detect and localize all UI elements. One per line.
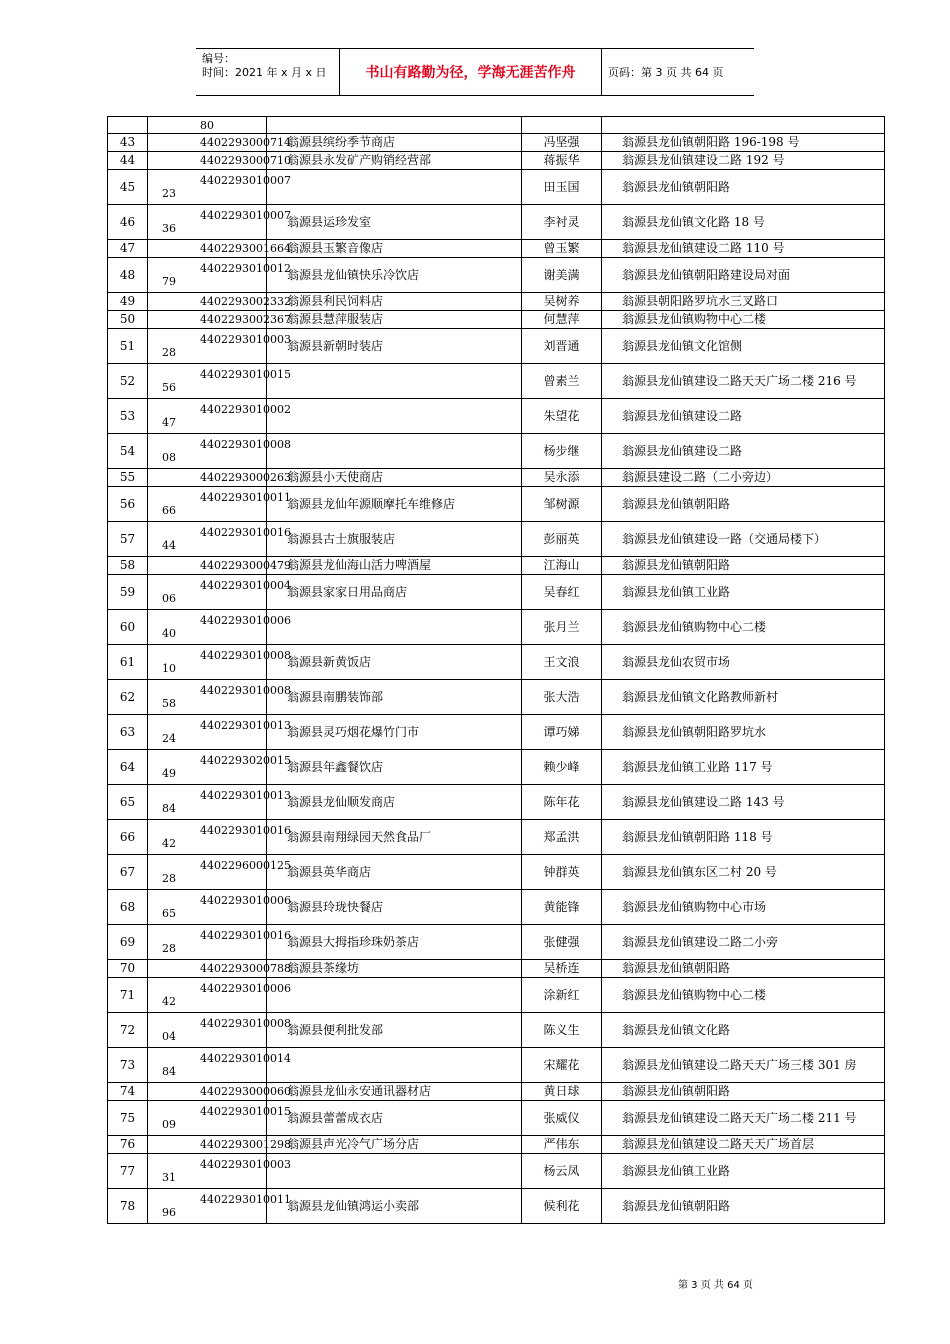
table-row bbox=[108, 1083, 885, 1101]
business-address: 翁源县龙仙镇工业路 bbox=[602, 1154, 885, 1189]
code-line-2: 28 bbox=[162, 942, 176, 955]
business-address: 翁源县龙仙镇工业路 117 号 bbox=[602, 750, 885, 785]
table-row bbox=[108, 1136, 885, 1154]
registration-code bbox=[148, 785, 291, 820]
code-line-2: 58 bbox=[162, 697, 176, 710]
code-line-1: 4402293000714 bbox=[200, 136, 291, 149]
row-number: 66 bbox=[108, 820, 148, 855]
business-address: 翁源县龙仙农贸市场 bbox=[602, 645, 885, 680]
code-line-2: 79 bbox=[162, 275, 176, 288]
business-name: 翁源县龙仙镇鸿运小卖部 bbox=[267, 1189, 522, 1224]
code-line-1: 4402293000263 bbox=[200, 471, 291, 484]
code-line-1: 4402293010006 bbox=[200, 614, 291, 627]
owner-name: 张月兰 bbox=[522, 610, 602, 645]
business-name bbox=[267, 610, 522, 645]
business-name: 翁源县龙仙镇快乐冷饮店 bbox=[267, 258, 522, 293]
code-line-1: 4402293000710 bbox=[200, 154, 291, 167]
table-row bbox=[108, 311, 885, 329]
owner-name: 冯坚强 bbox=[522, 134, 602, 152]
business-name: 翁源县蕾蕾成衣店 bbox=[267, 1101, 522, 1136]
code-line-2: 47 bbox=[162, 416, 176, 429]
header-meta bbox=[196, 49, 340, 95]
business-address: 翁源县龙仙镇购物中心二楼 bbox=[602, 311, 885, 329]
row-number: 70 bbox=[108, 960, 148, 978]
code-line-2: 44 bbox=[162, 539, 176, 552]
table-row bbox=[108, 329, 885, 364]
code-line-1: 4402293010013 bbox=[200, 719, 291, 732]
table-row bbox=[108, 645, 885, 680]
page-footer: 第 3 页 共 64 页 bbox=[678, 1280, 753, 1291]
table-row bbox=[108, 434, 885, 469]
row-number: 62 bbox=[108, 680, 148, 715]
code-line-1: 4402293010016 bbox=[200, 526, 291, 539]
table-row bbox=[108, 487, 885, 522]
owner-name: 刘晋通 bbox=[522, 329, 602, 364]
row-number: 73 bbox=[108, 1048, 148, 1083]
owner-name: 曾素兰 bbox=[522, 364, 602, 399]
business-name bbox=[267, 170, 522, 205]
owner-name: 吴树养 bbox=[522, 293, 602, 311]
code-line-2: 66 bbox=[162, 504, 176, 517]
business-name: 翁源县年鑫餐饮店 bbox=[267, 750, 522, 785]
business-address: 翁源县龙仙镇文化路 bbox=[602, 1013, 885, 1048]
owner-name: 宋耀花 bbox=[522, 1048, 602, 1083]
business-name: 翁源县便利批发部 bbox=[267, 1013, 522, 1048]
table-row bbox=[108, 960, 885, 978]
code-line-1: 4402296000125 bbox=[200, 859, 291, 872]
table-row bbox=[108, 925, 885, 960]
row-number: 47 bbox=[108, 240, 148, 258]
row-number: 50 bbox=[108, 311, 148, 329]
business-address: 翁源县龙仙镇东区二村 20 号 bbox=[602, 855, 885, 890]
code-line-1: 4402293010014 bbox=[200, 1052, 291, 1065]
registration-code bbox=[148, 205, 291, 240]
business-address: 翁源县龙仙镇朝阳路 bbox=[602, 557, 885, 575]
header-page-code: 页码：第 3 页 共 64 页 bbox=[608, 66, 724, 79]
row-number: 49 bbox=[108, 293, 148, 311]
code-line-2: 84 bbox=[162, 802, 176, 815]
row-number: 67 bbox=[108, 855, 148, 890]
registration-code bbox=[148, 855, 291, 890]
row-number: 68 bbox=[108, 890, 148, 925]
registration-code bbox=[148, 170, 291, 205]
table-row bbox=[108, 258, 885, 293]
registration-code bbox=[148, 311, 291, 329]
business-name: 翁源县古士旗服装店 bbox=[267, 522, 522, 557]
business-name: 翁源县茶缘坊 bbox=[267, 960, 522, 978]
code-line-2: 04 bbox=[162, 1030, 176, 1043]
registration-code bbox=[148, 364, 291, 399]
header-slogan: 书山有路勤为径，学海无涯苦作舟 bbox=[340, 49, 602, 95]
code-line-2: 65 bbox=[162, 907, 176, 920]
row-number: 71 bbox=[108, 978, 148, 1013]
row-number: 58 bbox=[108, 557, 148, 575]
owner-name: 彭丽英 bbox=[522, 522, 602, 557]
registration-code bbox=[148, 399, 291, 434]
row-number: 74 bbox=[108, 1083, 148, 1101]
registration-code bbox=[148, 978, 291, 1013]
table-row bbox=[108, 750, 885, 785]
owner-name: 吴桥连 bbox=[522, 960, 602, 978]
business-address: 翁源县龙仙镇朝阳路 bbox=[602, 1189, 885, 1224]
registration-code bbox=[148, 469, 291, 487]
owner-name: 王文浪 bbox=[522, 645, 602, 680]
owner-name: 陈义生 bbox=[522, 1013, 602, 1048]
registration-code bbox=[148, 434, 291, 469]
owner-name: 郑孟洪 bbox=[522, 820, 602, 855]
row-number: 61 bbox=[108, 645, 148, 680]
business-name bbox=[267, 1154, 522, 1189]
business-address: 翁源县龙仙镇建设二路 110 号 bbox=[602, 240, 885, 258]
registration-code bbox=[148, 152, 291, 170]
code-line-2: 56 bbox=[162, 381, 176, 394]
business-name: 翁源县运珍发室 bbox=[267, 205, 522, 240]
code-line-1: 4402293010004 bbox=[200, 579, 291, 592]
code-line-1: 4402293020015 bbox=[200, 754, 291, 767]
table-row bbox=[108, 134, 885, 152]
registration-code bbox=[148, 1083, 291, 1101]
code-line-1: 4402293001664 bbox=[200, 242, 291, 255]
business-address: 翁源县龙仙镇建设二路 bbox=[602, 434, 885, 469]
time-label: 时间：2021 年 x 月 x 日 bbox=[202, 66, 327, 79]
table-row bbox=[108, 610, 885, 645]
business-name: 翁源县南翔绿园天然食品厂 bbox=[267, 820, 522, 855]
owner-name: 何慧萍 bbox=[522, 311, 602, 329]
row-number: 64 bbox=[108, 750, 148, 785]
table-row bbox=[108, 1048, 885, 1083]
business-address: 翁源县龙仙镇文化馆侧 bbox=[602, 329, 885, 364]
registration-code bbox=[148, 645, 291, 680]
code-line-2: 49 bbox=[162, 767, 176, 780]
business-name: 翁源县英华商店 bbox=[267, 855, 522, 890]
row-number: 60 bbox=[108, 610, 148, 645]
owner-name: 杨步继 bbox=[522, 434, 602, 469]
row-number: 69 bbox=[108, 925, 148, 960]
business-address: 翁源县龙仙镇朝阳路 196-198 号 bbox=[602, 134, 885, 152]
owner-name: 吴春红 bbox=[522, 575, 602, 610]
owner-name: 涂新红 bbox=[522, 978, 602, 1013]
business-name: 翁源县玉繁音像店 bbox=[267, 240, 522, 258]
registration-code bbox=[148, 134, 291, 152]
continuation-row bbox=[108, 117, 885, 134]
business-name: 翁源县声光冷气广场分店 bbox=[267, 1136, 522, 1154]
owner-name: 杨云凤 bbox=[522, 1154, 602, 1189]
code-line-1: 4402293000788 bbox=[200, 962, 291, 975]
owner-name: 蒋振华 bbox=[522, 152, 602, 170]
row-number: 52 bbox=[108, 364, 148, 399]
owner-name: 黄日球 bbox=[522, 1083, 602, 1101]
business-address: 翁源县龙仙镇朝阳路 118 号 bbox=[602, 820, 885, 855]
business-address: 翁源县龙仙镇建设二路 bbox=[602, 399, 885, 434]
code-line-1: 4402293010015 bbox=[200, 1105, 291, 1118]
business-name: 翁源县新黄饭店 bbox=[267, 645, 522, 680]
row-number: 57 bbox=[108, 522, 148, 557]
owner-name: 赖少峰 bbox=[522, 750, 602, 785]
code-line-1: 4402293010016 bbox=[200, 929, 291, 942]
row-number: 77 bbox=[108, 1154, 148, 1189]
code-line-1: 4402293010016 bbox=[200, 824, 291, 837]
owner-name: 张威仪 bbox=[522, 1101, 602, 1136]
code-line-1: 4402293010007 bbox=[200, 174, 291, 187]
business-name bbox=[267, 978, 522, 1013]
owner-name: 曾玉繁 bbox=[522, 240, 602, 258]
business-address: 翁源县龙仙镇文化路 18 号 bbox=[602, 205, 885, 240]
table-row bbox=[108, 890, 885, 925]
business-address: 翁源县龙仙镇建设二路天天广场首层 bbox=[602, 1136, 885, 1154]
business-name: 翁源县龙仙年源顺摩托车维修店 bbox=[267, 487, 522, 522]
owner-name: 陈年花 bbox=[522, 785, 602, 820]
row-number: 56 bbox=[108, 487, 148, 522]
code-line-1: 4402293010006 bbox=[200, 894, 291, 907]
business-name bbox=[267, 364, 522, 399]
table-row bbox=[108, 715, 885, 750]
business-name: 翁源县灵巧烟花爆竹门市 bbox=[267, 715, 522, 750]
owner-name: 黄能锋 bbox=[522, 890, 602, 925]
row-number: 48 bbox=[108, 258, 148, 293]
business-address: 翁源县龙仙镇建设二路 192 号 bbox=[602, 152, 885, 170]
owner-name: 吴永添 bbox=[522, 469, 602, 487]
business-name: 翁源县龙仙顺发商店 bbox=[267, 785, 522, 820]
code-line-1: 4402293010008 bbox=[200, 1017, 291, 1030]
registration-code bbox=[148, 293, 291, 311]
registration-code bbox=[148, 1154, 291, 1189]
row-number: 72 bbox=[108, 1013, 148, 1048]
table-row bbox=[108, 522, 885, 557]
owner-name: 李衬灵 bbox=[522, 205, 602, 240]
registration-code bbox=[148, 557, 291, 575]
code-line-1: 4402293010006 bbox=[200, 982, 291, 995]
row-number: 75 bbox=[108, 1101, 148, 1136]
business-name: 翁源县缤纷季节商店 bbox=[267, 134, 522, 152]
code-line-2: 06 bbox=[162, 592, 176, 605]
code-line-1: 4402293010008 bbox=[200, 684, 291, 697]
business-address: 翁源县龙仙镇文化路教师新村 bbox=[602, 680, 885, 715]
business-name: 翁源县玲珑快餐店 bbox=[267, 890, 522, 925]
code-line-1: 4402293010007 bbox=[200, 209, 291, 222]
registration-code bbox=[148, 258, 291, 293]
table-row bbox=[108, 1013, 885, 1048]
table-row bbox=[108, 170, 885, 205]
row-number: 45 bbox=[108, 170, 148, 205]
code-line-1: 4402293010011 bbox=[200, 1193, 291, 1206]
code-line-1: 4402293000479 bbox=[200, 559, 291, 572]
row-number: 54 bbox=[108, 434, 148, 469]
business-name: 翁源县永发矿产购销经营部 bbox=[267, 152, 522, 170]
registration-code bbox=[148, 487, 291, 522]
business-address: 翁源县龙仙镇购物中心市场 bbox=[602, 890, 885, 925]
registration-code bbox=[148, 1013, 291, 1048]
row-number: 55 bbox=[108, 469, 148, 487]
registration-code bbox=[148, 240, 291, 258]
code-line-2: 10 bbox=[162, 662, 176, 675]
owner-name: 候利花 bbox=[522, 1189, 602, 1224]
code-line-1: 4402293010013 bbox=[200, 789, 291, 802]
code-line-2: 09 bbox=[162, 1118, 176, 1131]
business-address: 翁源县龙仙镇朝阳路 bbox=[602, 1083, 885, 1101]
table-row bbox=[108, 575, 885, 610]
registration-code bbox=[148, 890, 291, 925]
table-row bbox=[108, 785, 885, 820]
code-line-2: 42 bbox=[162, 995, 176, 1008]
registration-code bbox=[148, 960, 291, 978]
table-row bbox=[108, 152, 885, 170]
business-address: 翁源县朝阳路罗坑水三叉路口 bbox=[602, 293, 885, 311]
code-line-2: 96 bbox=[162, 1206, 176, 1219]
owner-name: 江海山 bbox=[522, 557, 602, 575]
table-row bbox=[108, 240, 885, 258]
code-line-2: 24 bbox=[162, 732, 176, 745]
business-name: 翁源县大拇指珍珠奶茶店 bbox=[267, 925, 522, 960]
business-address: 翁源县龙仙镇建设二路 143 号 bbox=[602, 785, 885, 820]
registration-code bbox=[148, 925, 291, 960]
code-line-1: 4402293002367 bbox=[200, 313, 291, 326]
row-number: 78 bbox=[108, 1189, 148, 1224]
code-line-2: 42 bbox=[162, 837, 176, 850]
business-name: 翁源县家家日用品商店 bbox=[267, 575, 522, 610]
business-name: 翁源县龙仙海山活力啤酒屋 bbox=[267, 557, 522, 575]
code-line-1: 4402293010002 bbox=[200, 403, 291, 416]
business-name: 翁源县利民饲料店 bbox=[267, 293, 522, 311]
row-number: 44 bbox=[108, 152, 148, 170]
table-row bbox=[108, 293, 885, 311]
row-number: 59 bbox=[108, 575, 148, 610]
business-name: 翁源县慧萍服装店 bbox=[267, 311, 522, 329]
business-table-body bbox=[108, 117, 885, 1224]
table-row bbox=[108, 978, 885, 1013]
table-row bbox=[108, 469, 885, 487]
business-name bbox=[267, 434, 522, 469]
business-address: 翁源县龙仙镇朝阳路 bbox=[602, 960, 885, 978]
code-line-2: 40 bbox=[162, 627, 176, 640]
code-line-1: 4402293001298 bbox=[200, 1138, 291, 1151]
business-address: 翁源县龙仙镇朝阳路罗坑水 bbox=[602, 715, 885, 750]
code-line-1: 4402293010015 bbox=[200, 368, 291, 381]
business-address: 翁源县建设二路（二小旁边） bbox=[602, 469, 885, 487]
table-row bbox=[108, 820, 885, 855]
page-header bbox=[196, 48, 754, 96]
code-line-2: 23 bbox=[162, 187, 176, 200]
code-line-2: 36 bbox=[162, 222, 176, 235]
business-name bbox=[267, 399, 522, 434]
registration-code bbox=[148, 750, 291, 785]
business-address: 翁源县龙仙镇建设二路天天广场二楼 211 号 bbox=[602, 1101, 885, 1136]
business-address: 翁源县龙仙镇建设一路（交通局楼下） bbox=[602, 522, 885, 557]
row-number: 53 bbox=[108, 399, 148, 434]
table-row bbox=[108, 205, 885, 240]
business-address: 翁源县龙仙镇购物中心二楼 bbox=[602, 610, 885, 645]
owner-name: 谭巧娣 bbox=[522, 715, 602, 750]
owner-name: 朱望花 bbox=[522, 399, 602, 434]
row-number: 46 bbox=[108, 205, 148, 240]
code-line-1: 4402293010003 bbox=[200, 1158, 291, 1171]
business-address: 翁源县龙仙镇建设二路二小旁 bbox=[602, 925, 885, 960]
business-name: 翁源县南鹏装饰部 bbox=[267, 680, 522, 715]
owner-name: 谢美满 bbox=[522, 258, 602, 293]
business-address: 翁源县龙仙镇朝阳路建设局对面 bbox=[602, 258, 885, 293]
business-address: 翁源县龙仙镇朝阳路 bbox=[602, 170, 885, 205]
registration-code bbox=[148, 1048, 291, 1083]
registration-code bbox=[148, 1136, 291, 1154]
registration-code bbox=[148, 820, 291, 855]
owner-name: 钟群英 bbox=[522, 855, 602, 890]
registration-code bbox=[148, 522, 291, 557]
registration-code bbox=[148, 329, 291, 364]
code-line-1: 4402293000060 bbox=[200, 1085, 291, 1098]
registration-code bbox=[148, 1189, 291, 1224]
owner-name: 张健强 bbox=[522, 925, 602, 960]
business-name bbox=[267, 1048, 522, 1083]
owner-name: 田玉国 bbox=[522, 170, 602, 205]
table-row bbox=[108, 855, 885, 890]
business-address: 翁源县龙仙镇工业路 bbox=[602, 575, 885, 610]
code-line-1: 4402293010008 bbox=[200, 649, 291, 662]
owner-name: 邹树源 bbox=[522, 487, 602, 522]
table-row bbox=[108, 557, 885, 575]
row-number: 65 bbox=[108, 785, 148, 820]
registration-code bbox=[148, 680, 291, 715]
registration-code bbox=[148, 715, 291, 750]
table-row bbox=[108, 1189, 885, 1224]
table-row bbox=[108, 364, 885, 399]
business-address: 翁源县龙仙镇建设二路天天广场二楼 216 号 bbox=[602, 364, 885, 399]
business-table bbox=[107, 116, 885, 1224]
owner-name: 张大浩 bbox=[522, 680, 602, 715]
table-row bbox=[108, 1101, 885, 1136]
registration-code bbox=[148, 575, 291, 610]
row-number: 43 bbox=[108, 134, 148, 152]
code-line-1: 4402293010011 bbox=[200, 491, 291, 504]
code-line-1: 4402293010008 bbox=[200, 438, 291, 451]
business-address: 翁源县龙仙镇建设二路天天广场三楼 301 房 bbox=[602, 1048, 885, 1083]
row-number: 63 bbox=[108, 715, 148, 750]
table-row bbox=[108, 680, 885, 715]
code-line-2: 84 bbox=[162, 1065, 176, 1078]
owner-name: 严伟东 bbox=[522, 1136, 602, 1154]
business-address: 翁源县龙仙镇朝阳路 bbox=[602, 487, 885, 522]
business-name: 翁源县小天使商店 bbox=[267, 469, 522, 487]
business-address: 翁源县龙仙镇购物中心二楼 bbox=[602, 978, 885, 1013]
table-row bbox=[108, 1154, 885, 1189]
registration-code bbox=[148, 1101, 291, 1136]
code-line-2: 28 bbox=[162, 872, 176, 885]
business-name: 翁源县新朝时装店 bbox=[267, 329, 522, 364]
registration-code bbox=[148, 610, 291, 645]
business-name: 翁源县龙仙永安通讯器材店 bbox=[267, 1083, 522, 1101]
table-row bbox=[108, 399, 885, 434]
code-line-2: 08 bbox=[162, 451, 176, 464]
code-line-1: 4402293002332 bbox=[200, 295, 291, 308]
row-number: 51 bbox=[108, 329, 148, 364]
continuation-code: 80 bbox=[148, 117, 267, 134]
row-number: 76 bbox=[108, 1136, 148, 1154]
code-line-1: 4402293010012 bbox=[200, 262, 291, 275]
number-label: 编号： bbox=[202, 52, 235, 65]
code-line-2: 28 bbox=[162, 346, 176, 359]
code-line-1: 4402293010003 bbox=[200, 333, 291, 346]
code-line-2: 31 bbox=[162, 1171, 176, 1184]
